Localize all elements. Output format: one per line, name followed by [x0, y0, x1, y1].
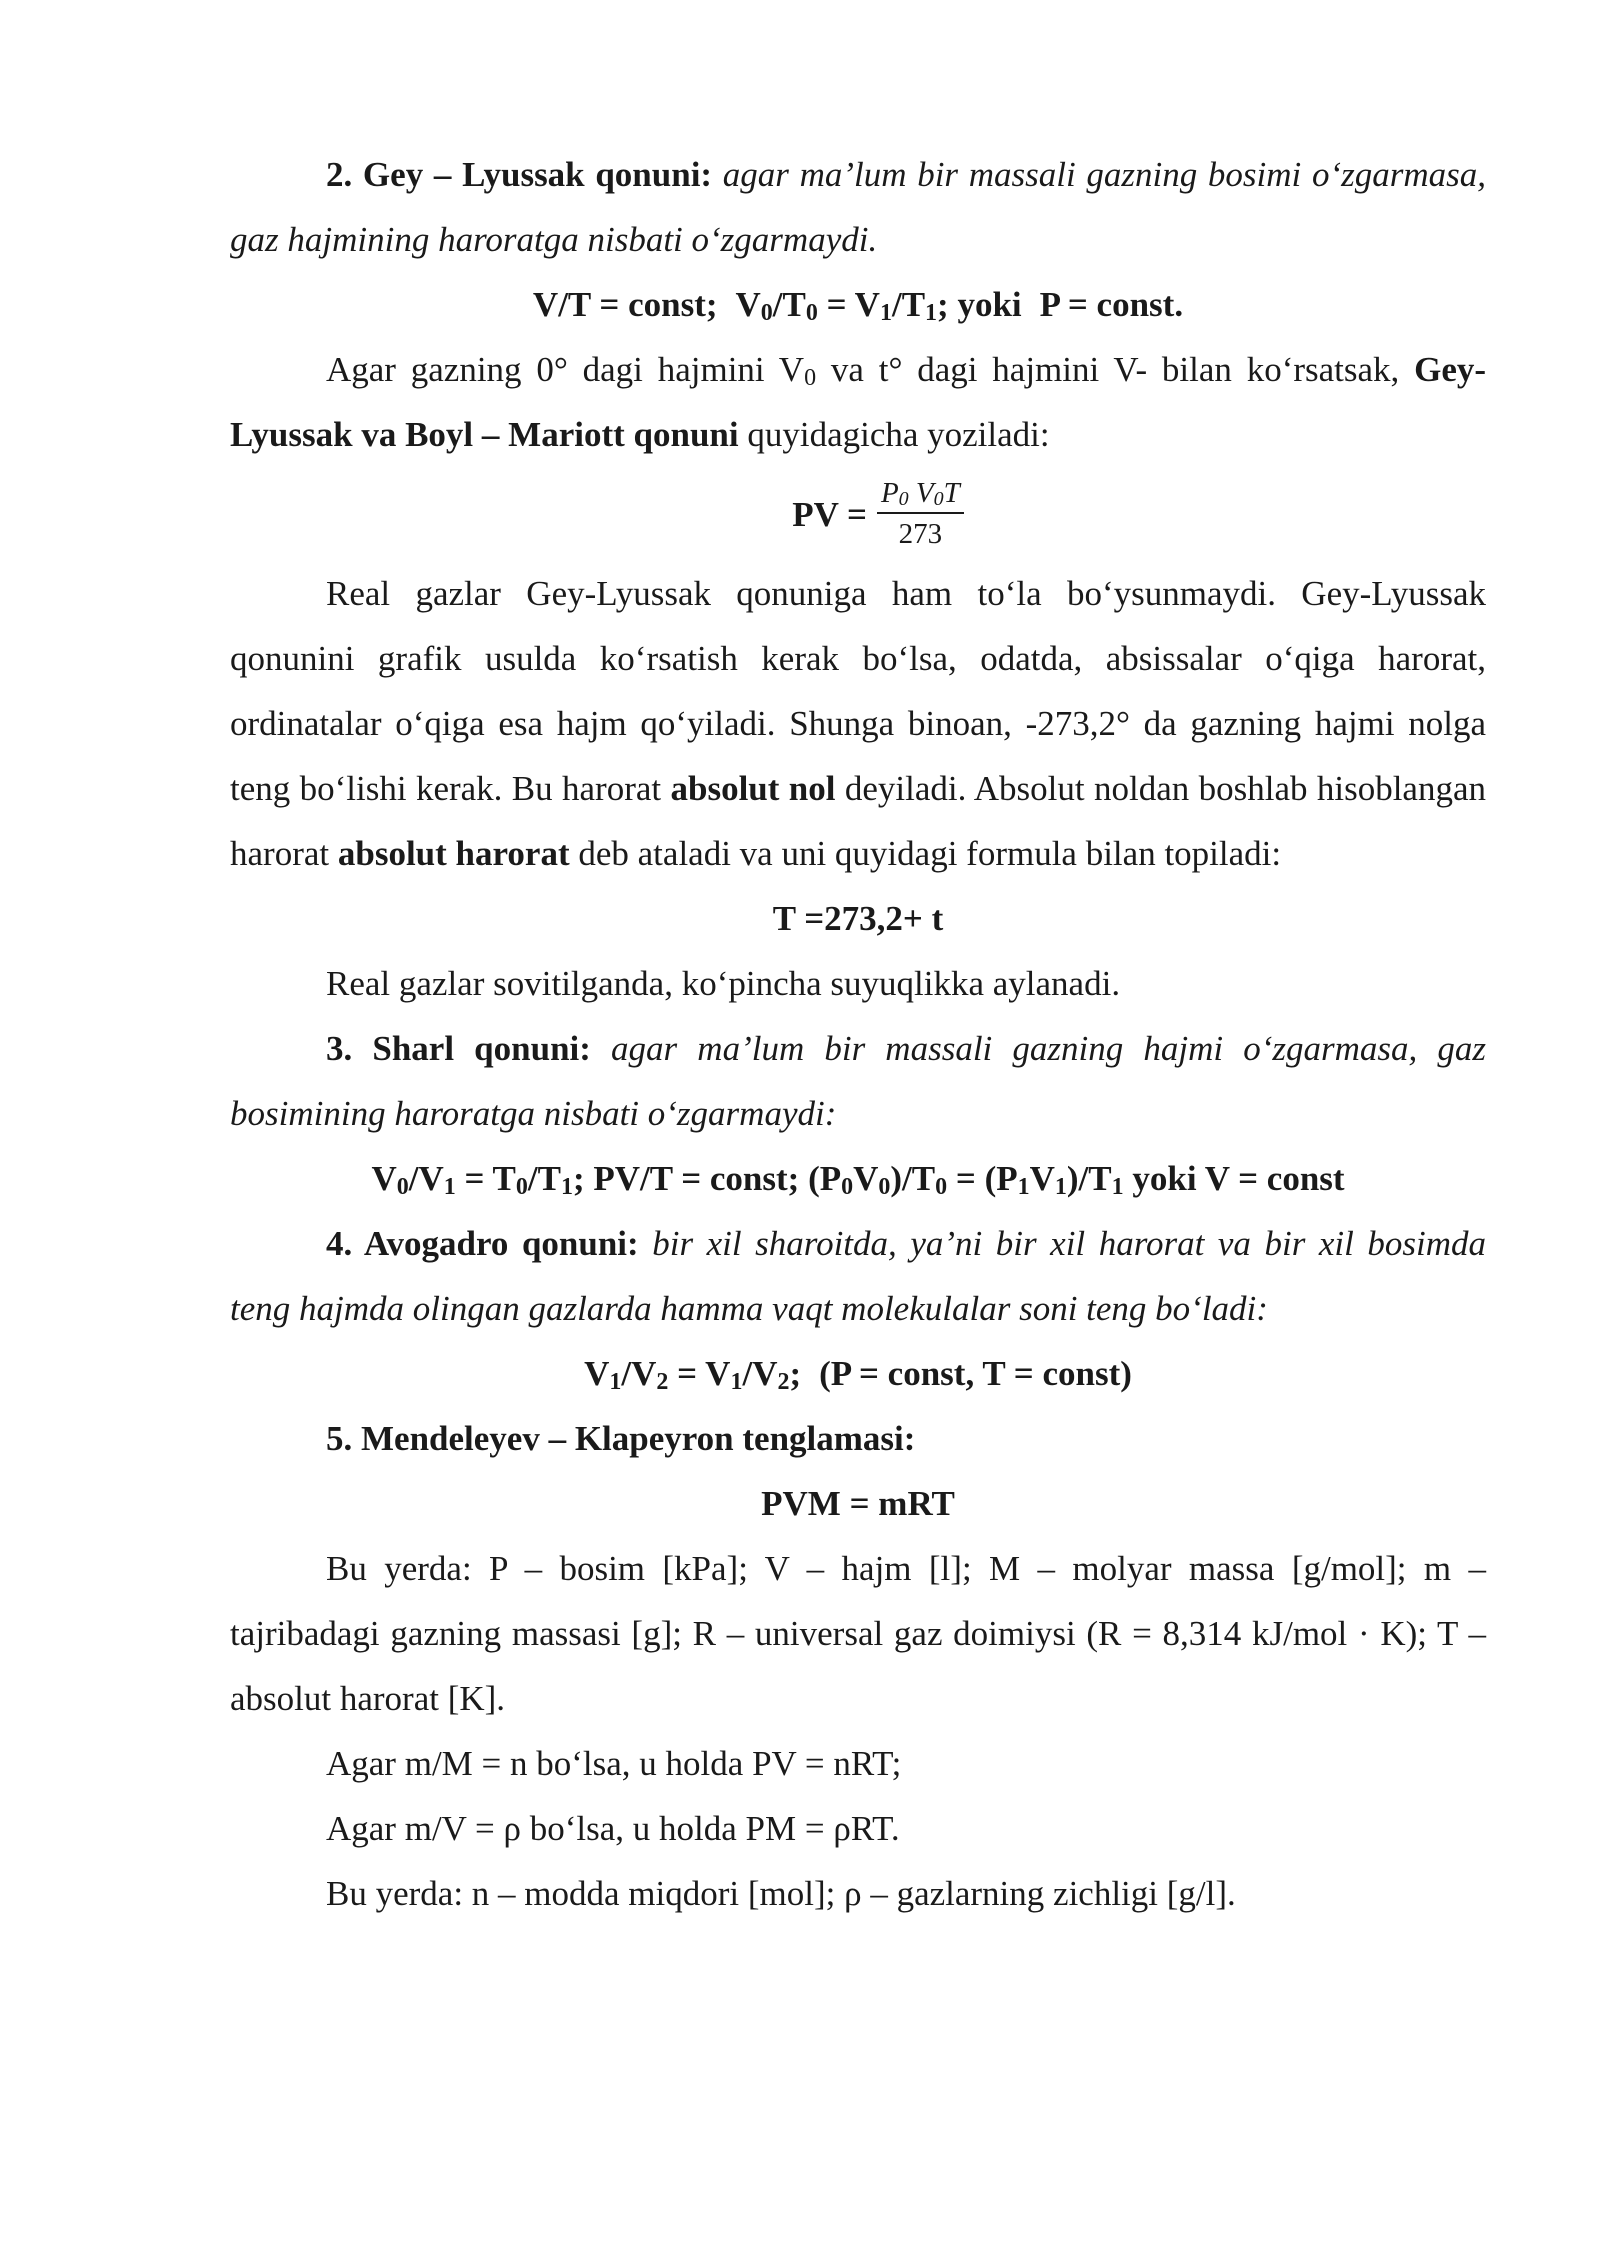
- cooling-paragraph: Real gazlar sovitilganda, ko‘pincha suyuqlikka aylanadi.: [326, 964, 1121, 1003]
- gay-lussac-law-title: 2. Gey – Lyussak qonuni:: [326, 155, 713, 194]
- avogadro-law-formula: $V_1/V_2 = V_1/V_2$; (P = const, T = const): [584, 1354, 1132, 1395]
- moles-relation-line: Agar m/M = n bo‘lsa, u holda PV = nRT;: [326, 1744, 902, 1783]
- charles-law-paragraph: [230, 1016, 1486, 1146]
- absolute-zero-term: absolut nol: [670, 769, 836, 808]
- absolute-temperature-term: absolut harorat: [337, 834, 570, 873]
- combined-law-formula: [230, 467, 1486, 561]
- formula-lhs: PV =: [792, 494, 867, 534]
- document-page: [230, 142, 1486, 1926]
- density-relation-line: Agar m/V = ρ bo‘lsa, u holda PM = ρRT.: [326, 1809, 900, 1848]
- combined-law-title: Gey-Lyussak va Boyl – Mariott qonuni: [230, 350, 1487, 454]
- gay-lussac-law-paragraph: [230, 142, 1486, 272]
- gay-lussac-formula: V/T = const; $V_0/T_0 = V_1/T_1$; yoki P = const.: [532, 285, 1184, 326]
- fraction-denominator: 273: [898, 518, 943, 550]
- charles-law-title: 3. Sharl qonuni:: [326, 1029, 591, 1068]
- variables-explanation-paragraph: Bu yerda: P – bosim [kPa]; V – hajm [l]; M – molyar massa [g/mol]; m – tajribadagi gazning massasi [g]; R – universal gaz doimiysi (R = 8,314 kJ/mol · K); T – absolut harorat [K].: [230, 1549, 1486, 1718]
- gay-lussac-law-statement: agar ma’lum bir massali gazning bosimi o‘zgarmasa, gaz hajmining haroratga nisbati o‘zgarmaydi.: [230, 155, 1486, 259]
- mendeleev-clapeyron-formula: PVM = mRT: [761, 1484, 955, 1523]
- avogadro-law-statement: bir xil sharoitda, ya’ni bir xil harorat va bir xil bosimda teng hajmda olingan gazlarda hamma vaqt molekulalar soni teng bo‘ladi:: [230, 1224, 1487, 1328]
- mendeleev-clapeyron-heading: 5. Mendeleyev – Klapeyron tenglamasi:: [326, 1419, 916, 1458]
- charles-law-statement: agar ma’lum bir massali gazning hajmi o‘zgarmasa, gaz bosimining haroratga nisbati o‘zgarmaydi:: [230, 1029, 1486, 1133]
- avogadro-law-paragraph: [230, 1211, 1486, 1341]
- avogadro-law-title: 4. Avogadro qonuni:: [326, 1224, 639, 1263]
- fraction: [877, 479, 964, 549]
- combined-law-paragraph: Agar gazning 0° dagi hajmini $V_0$ va t° dagi hajmini V- bilan ko‘rsatsak, Gey-Lyussak va Boyl – Mariott qonuni quyidagicha yoziladi:: [230, 350, 1487, 454]
- charles-law-formula: $V_0/V_1 = T_0/T_1$; PV/T = const; $(P_0V_0)/T_0 = (P_1V_1)/T_1$ yoki V = const: [371, 1159, 1345, 1200]
- absolute-zero-paragraph: Real gazlar Gey-Lyussak qonuniga ham to‘la bo‘ysunmaydi. Gey-Lyussak qonunini grafik usulda ko‘rsatish kerak bo‘lsa, odatda, absissalar o‘qiga harorat, ordinatalar o‘qiga esa hajm qo‘yiladi. Shunga binoan, -273,2° da gazning hajmi nolga teng bo‘lishi kerak. Bu harorat absolut nol deyiladi. Absolut noldan boshlab hisoblangan harorat absolut harorat deb ataladi va uni quyidagi formula bilan topiladi:: [230, 574, 1487, 873]
- absolute-temperature-formula: T =273,2+ t: [772, 899, 944, 938]
- symbols-explanation-line: Bu yerda: n – modda miqdori [mol]; ρ – gazlarning zichligi [g/l].: [326, 1874, 1236, 1913]
- fraction-numerator: $P_0$ $V_0T$: [877, 479, 964, 514]
